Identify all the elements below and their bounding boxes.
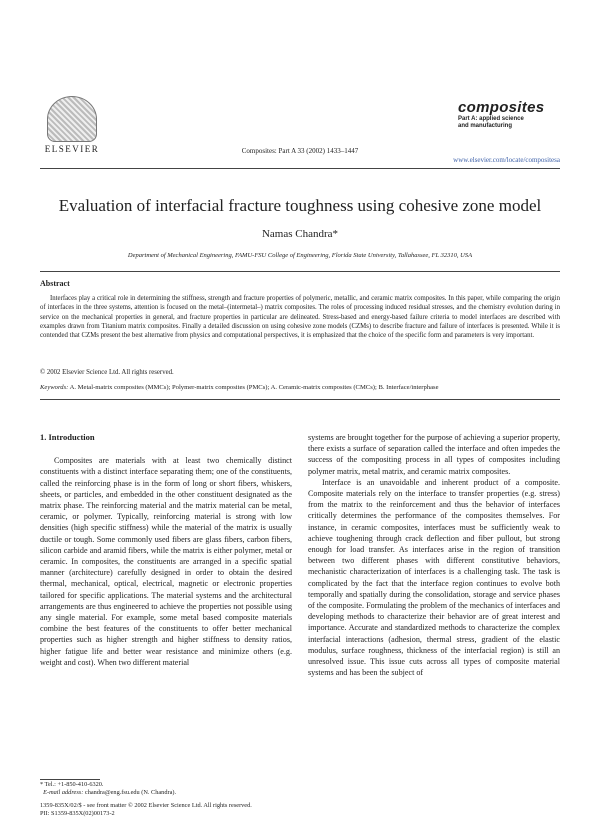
abstract-divider (40, 399, 560, 400)
footnote (40, 781, 176, 797)
author-name: Namas Chandra* (261, 228, 339, 240)
intro-paragraph-2: Interface is an unavoidable and inherent product of a composite. Composite materials rely on the interface to transfer properties (e.g. stress) from the matrix to the reinforcement and thus the behavior of interfaces critically determines the performance of the composites themselves. For instance, in ceramic composites, interfaces must be sufficiently weak to achieve toughening through crack deflection and fiber pullout, but strong enough for load transfer. As interfaces arise in the region of transition between two different phases with different constitutive behaviors, mechanistic characterization of interfaces is a challenging task. The task is complicated by the fact that the interface region continues to evolve both temporally and spatially during the consolidation, storage and service phases of the composite. Formulating the problem of the mechanics of interfaces and developing methods to characterize their behavior are of great interest and importance. Accurate and standardized methods to characterize the complex interfacial interactions (adhesion, thermal stress, gradient of the elastic modulus, surface roughness, thickness of the interfacial region) is still an unresolved issue. This issue cuts across all types of composite material systems and has been the subject of (308, 477, 560, 678)
footnote-divider (40, 779, 100, 780)
elsevier-logo (42, 96, 102, 154)
journal-logo (458, 99, 548, 130)
footnote-email: chandra@eng.fsu.edu (N. Chandra). (84, 789, 177, 796)
journal-logo-subtitle-line1: Part A: applied science (458, 116, 524, 122)
publisher-name: ELSEVIER (44, 144, 100, 154)
intro-paragraph-1-continued: systems are brought together for the purpose of achieving a superior property, there exists a surface of separation called the interface and often impedes the success of the compositing process in all types of composites including polymer matrix, metal matrix, and ceramic matrix composites. (308, 433, 560, 476)
footnote-email-line (40, 789, 176, 797)
abstract-heading: Abstract (40, 279, 70, 288)
journal-logo-text: composites (458, 99, 545, 116)
elsevier-tree-icon (47, 96, 97, 142)
keywords-label: Keywords: (40, 384, 69, 391)
section-heading: 1. Introduction (40, 432, 95, 442)
journal-citation: Composites: Part A 33 (2002) 1433–1447 (241, 147, 359, 155)
page-footer (40, 802, 252, 818)
abstract-copyright: © 2002 Elsevier Science Ltd. All rights reserved. (40, 369, 174, 376)
footnote-tel: * Tel.: +1-850-410-6320. (40, 781, 104, 788)
title-divider (40, 271, 560, 272)
body-column-left (40, 432, 292, 668)
journal-url-link[interactable]: www.elsevier.com/locate/compositesa (453, 156, 560, 164)
paper-title: Evaluation of interfacial fracture toughness using cohesive zone model (58, 196, 542, 215)
keywords-list: A. Metal-matrix composites (MMCs); Polymer-matrix composites (PMCs); A. Ceramic-matrix composites (CMCs); B. Interface/interphase (69, 384, 439, 391)
journal-logo-subtitle (458, 116, 548, 130)
journal-logo-subtitle-line2: and manufacturing (458, 123, 513, 129)
footer-line-2: PII: S1359-835X(02)00173-2 (40, 810, 115, 817)
intro-paragraph-1: Composites are materials with at least two chemically distinct constituents with a distinct interface separating them; one of the constituents, called the reinforcing phase is in the form of long or short fibers, whiskers, sheets, or particles, and embedded in the other constituent designated as the matrix phase. The reinforcing material and the matrix material can be metal, ceramic, or polymer. Typically, reinforcing material is strong with low densities (high specific stiffness) while the material of the matrix is usually ductile or tough. Some commonly used fibers are glass fibers, carbon fibers, silicon carbide and aramid fibers, while the matrix is either polymer, metal or ceramic. In composites, the constituents are arranged in a specific spatial manner (architecture) carefully designed in order to obtain the desired thermal, mechanical, optical, electrical, magnetic or electronic properties tailored for specific applications. The material systems and the architectural arrangements are thus engineered to achieve the properties not possible using any single material. For example, some metal based composite materials combine the best features of the constituents to offer better mechanical properties such as higher strength and higher stiffness to density ratios, higher fatigue life and better wear resistance and minimize others (e.g. weight and cost). When two different material (40, 456, 292, 667)
footer-line-1: 1359-835X/02/$ - see front matter © 2002 Elsevier Science Ltd. All rights reserved. (40, 802, 252, 809)
keywords (40, 384, 439, 391)
abstract-text: Interfaces play a critical role in determining the stiffness, strength and fracture properties of polymeric, metallic, and ceramic matrix composites. In this paper, while comparing the origin of interfaces in the three systems, attention is focused on the metal–(intermetal–) matrix composites. The roles of processing induced residual stresses, and the chemistry evolution during in service on the mechanical properties in general, and fracture properties in particular are delineated. Stress-based and energy-based failure criteria to model interfaces are described with examples drawn from Titanium matrix composites. Finally a detailed discussion on using cohesive zone models (CZMs) to describe fracture and failure of interfaces is presented. While it is contended that CZMs present the best alternative from physics and computational perspectives, it is emphasized that the choice of the specific form and parameters is very important. (40, 295, 560, 340)
body-column-right (308, 432, 560, 678)
header-divider (40, 168, 560, 169)
footnote-email-label: E-mail address: (43, 789, 84, 796)
author-affiliation: Department of Mechanical Engineering, FAMU-FSU College of Engineering, Florida State University, Tallahassee, FL 32310, USA (127, 252, 473, 259)
